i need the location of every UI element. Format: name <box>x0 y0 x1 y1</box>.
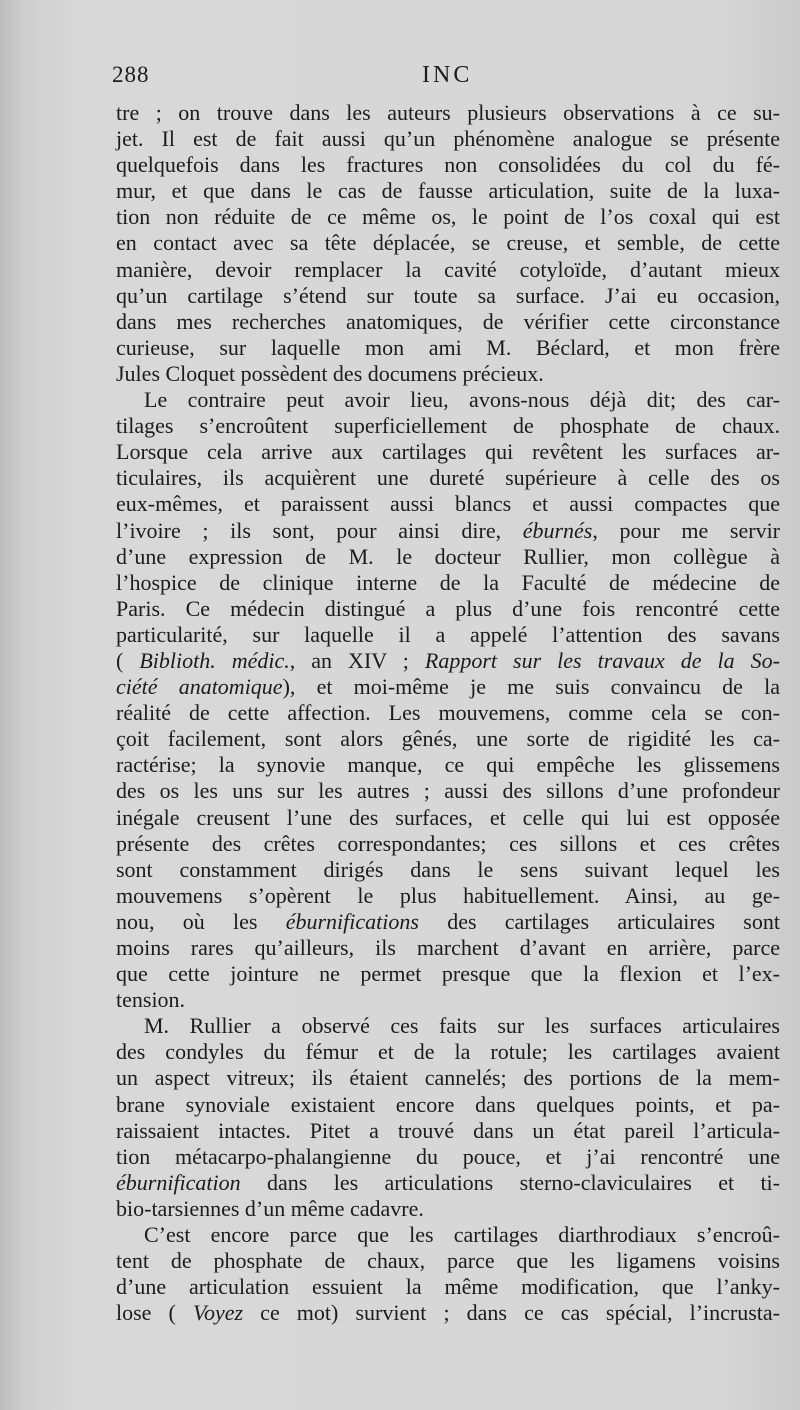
running-head: INC <box>422 62 473 88</box>
text-run: ), et moi-même je me suis convaincu de la <box>282 674 780 700</box>
text-line: mur, et que dans le cas de fausse articulation, suite de la luxa- <box>116 178 780 204</box>
text-line: qu’un cartilage s’étend sur toute sa surface. J’ai eu occasion, <box>116 282 780 308</box>
text-run: des cartilages articulaires sont <box>418 908 780 934</box>
text-line: des condyles du fémur et de la rotule; les cartilages avaient <box>116 1039 780 1065</box>
italic-text: Biblioth. médic. <box>139 647 290 673</box>
text-run: dans les articulations sterno-claviculaires et ti- <box>240 1169 780 1195</box>
text-run: nou, où les <box>116 908 286 934</box>
page-header <box>112 62 772 96</box>
text-line: présente des crêtes correspondantes; ces sillons et ces crêtes <box>116 830 780 856</box>
italic-text: Voyez <box>192 1300 244 1326</box>
text-line: mouvemens s’opèrent le plus habituellement. Ainsi, au ge- <box>116 882 780 908</box>
page-number: 288 <box>112 62 150 87</box>
text-run: , pour me servir <box>592 517 781 543</box>
text-line: réalité de cette affection. Les mouvemens, comme cela se con- <box>116 700 780 726</box>
text-line: tion métacarpo-phalangienne du pouce, et j’ai rencontré une <box>116 1143 780 1169</box>
body-text <box>116 100 780 1326</box>
text-line: jet. Il est de fait aussi qu’un phénomène analogue se présente <box>116 126 780 152</box>
text-run: lose ( <box>116 1300 193 1326</box>
text-line: Paris. Ce médecin distingué a plus d’une fois rencontré cette <box>116 595 780 621</box>
text-line: curieuse, sur laquelle mon ami M. Béclard, et mon frère <box>116 334 780 360</box>
text-line: Jules Cloquet possèdent des documens précieux. <box>116 360 544 386</box>
italic-text: éburnifications <box>285 908 419 934</box>
italic-text: éburnés <box>522 517 593 543</box>
italic-text: ciété anatomique <box>116 674 283 700</box>
text-line: C’est encore parce que les cartilages diarthrodiaux s’encroû- <box>144 1222 780 1248</box>
text-line <box>116 1300 780 1326</box>
italic-text: Rapport sur les travaux de la So- <box>424 647 781 673</box>
text-line: eux-mêmes, et paraissent aussi blancs et aussi compactes que <box>116 491 780 517</box>
text-run: ce mot) survient ; dans ce cas spécial, l’incrusta- <box>243 1300 781 1326</box>
text-line: tilages s’encroûtent superficiellement de phosphate de chaux. <box>116 413 780 439</box>
text-line: en contact avec sa tête déplacée, se creuse, et semble, de cette <box>116 230 780 256</box>
text-line: manière, devoir remplacer la cavité cotyloïde, d’autant mieux <box>116 256 780 282</box>
text-line: que cette jointure ne permet presque que la flexion et l’ex- <box>116 961 780 987</box>
italic-text: éburnification <box>116 1169 241 1195</box>
text-line: ractérise; la synovie manque, ce qui empêche les glissemens <box>116 752 780 778</box>
text-line: brane synoviale existaient encore dans quelques points, et pa- <box>116 1091 780 1117</box>
text-line <box>116 909 780 935</box>
text-line: tent de phosphate de chaux, parce que les ligamens voisins <box>116 1248 780 1274</box>
text-line: Lorsque cela arrive aux cartilages qui revêtent les surfaces ar- <box>116 439 780 465</box>
text-line: inégale creusent l’une des surfaces, et celle qui lui est opposée <box>116 804 780 830</box>
text-line: sont constamment dirigés dans le sens suivant lequel les <box>116 856 780 882</box>
text-line: M. Rullier a observé ces faits sur les surfaces articulaires <box>144 1013 780 1039</box>
text-line <box>116 648 780 674</box>
text-line: Le contraire peut avoir lieu, avons-nous déjà dit; des car- <box>144 387 780 413</box>
text-line: particularité, sur laquelle il a appelé l’attention des savans <box>116 621 780 647</box>
text-run: l’ivoire ; ils sont, pour ainsi dire, <box>116 517 523 543</box>
text-run: , an XIV ; <box>289 647 425 673</box>
text-line: l’hospice de clinique interne de la Faculté de médecine de <box>116 569 780 595</box>
text-line: ticulaires, ils acquièrent une dureté supérieure à celle des os <box>116 465 780 491</box>
text-line: un aspect vitreux; ils étaient cannelés; des portions de la mem- <box>116 1065 780 1091</box>
text-line: tre ; on trouve dans les auteurs plusieurs observations à ce su- <box>116 100 780 125</box>
text-line: moins rares qu’ailleurs, ils marchent d’avant en arrière, parce <box>116 935 780 960</box>
text-line: quelquefois dans les fractures non consolidées du col du fé- <box>116 152 780 178</box>
text-line: bio-tarsiennes d’un même cadavre. <box>116 1195 424 1221</box>
text-line <box>116 518 780 544</box>
text-line: çoit facilement, sont alors gênés, une sorte de rigidité les ca- <box>116 726 780 752</box>
text-line: tion non réduite de ce même os, le point de l’os coxal qui est <box>116 204 780 230</box>
text-line: d’une expression de M. le docteur Rullier, mon collègue à <box>116 543 780 569</box>
text-run: ( <box>116 647 140 673</box>
text-line: des os les uns sur les autres ; aussi des sillons d’une profondeur <box>116 778 780 804</box>
text-line <box>116 674 780 700</box>
text-line: d’une articulation essuient la même modification, que l’anky- <box>116 1274 780 1300</box>
text-line: raissaient intactes. Pitet a trouvé dans un état pareil l’articula- <box>116 1117 780 1143</box>
text-line <box>116 1170 780 1196</box>
text-line: tension. <box>116 987 186 1013</box>
text-line: dans mes recherches anatomiques, de vérifier cette circonstance <box>116 308 780 334</box>
